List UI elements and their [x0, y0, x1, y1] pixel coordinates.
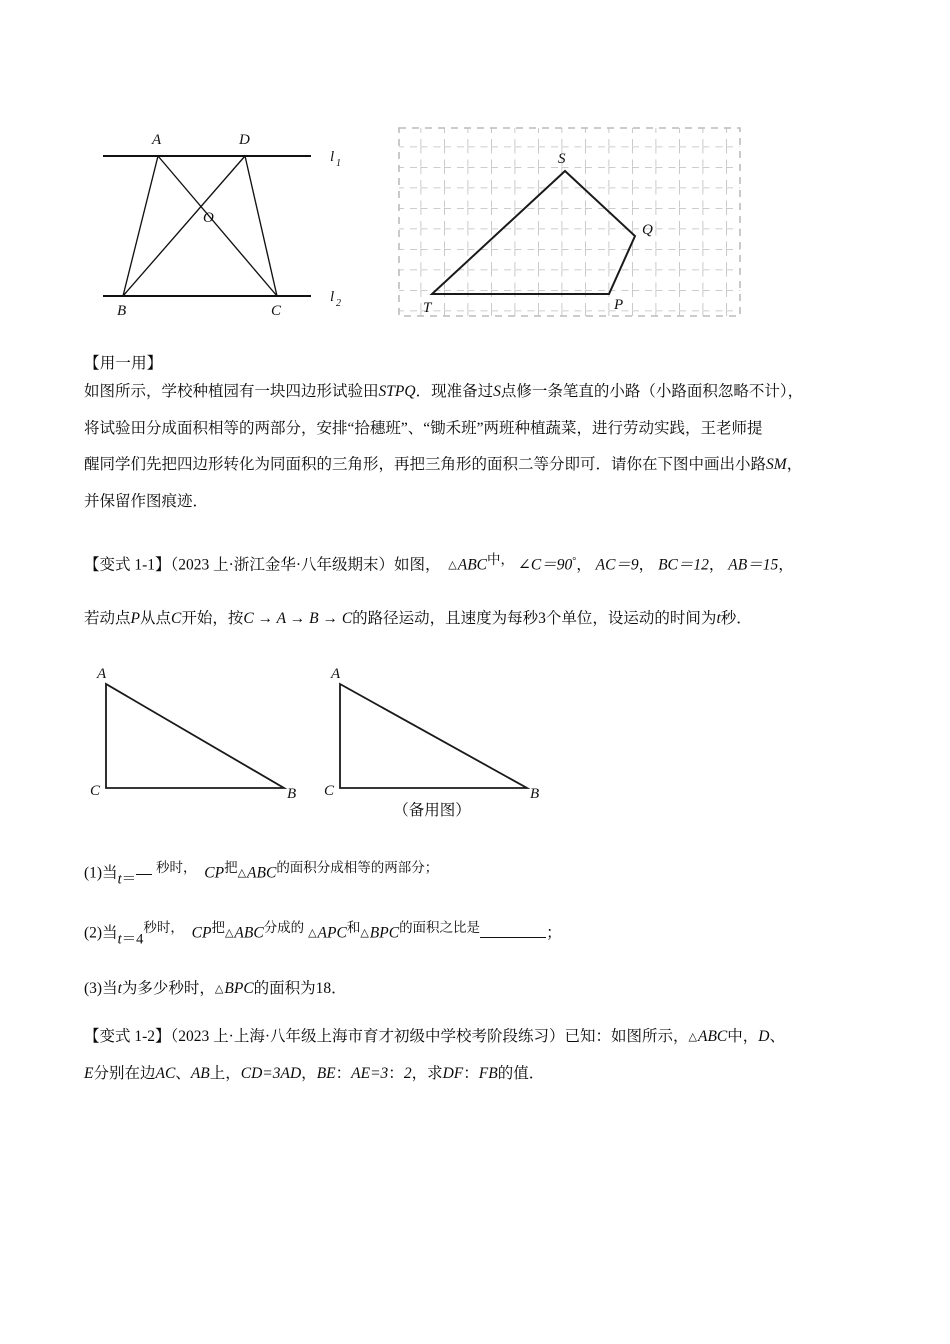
v12-colon-2: ：: [388, 1064, 404, 1082]
problem-term-SM: SM: [766, 456, 787, 473]
variant-1-1-comma-3: ，: [708, 556, 725, 574]
v11-l2-e: 秒．: [720, 610, 752, 627]
vertex-label-B: B: [117, 303, 127, 319]
triangle-symbol-q2-abc: △: [224, 927, 234, 940]
v12-d: ，求: [411, 1064, 443, 1082]
q2-he: 和: [346, 920, 361, 935]
variant-1-1-zhong: 中，: [487, 552, 515, 567]
variant-1-1-tag: 【变式 1-1】: [84, 556, 171, 574]
variant-1-1-angle-c: ∠C＝90: [517, 556, 573, 574]
v12-e: E: [84, 1064, 94, 1082]
v11-l2-p: P: [130, 610, 140, 627]
variant-1-1-line-1: [84, 548, 884, 575]
v12-b: 上，: [209, 1064, 241, 1082]
q2-a: 当: [102, 924, 118, 942]
triangle-1-label-A: A: [97, 666, 107, 682]
grid-pattern: [399, 128, 740, 316]
triangle-symbol-q2-apc: △: [308, 927, 317, 940]
q1-equals: ＝: [121, 871, 137, 888]
q2-b: 秒时，: [143, 920, 184, 935]
problem-body: [84, 379, 884, 525]
problem-line-2: 将试验田分成面积相等的两部分，安排“拾穗班”、“锄禾班”两班种植蔬菜，进行劳动实践，王老师提: [84, 419, 763, 437]
q2-ba: 把: [211, 920, 225, 935]
v12-cd: CD=3AD: [240, 1064, 302, 1082]
figure-row-top: [0, 118, 950, 333]
v12-c: ，: [301, 1064, 317, 1082]
v12-df: DF: [442, 1064, 464, 1082]
variant-1-2-abc: ABC: [697, 1028, 728, 1045]
v11-l2-b: 从点: [139, 610, 171, 627]
q1-c: 的面积分成相等的两部分；: [276, 860, 439, 875]
triangle-symbol-1: △: [448, 559, 457, 572]
q1-cp: CP: [204, 864, 225, 882]
variant-1-1-line-2: [84, 606, 884, 628]
q2-var-t: t: [117, 931, 122, 948]
triangle-2-label-A: A: [331, 666, 341, 682]
problem-line-3: [84, 452, 884, 474]
line-label-l2: l: [330, 289, 335, 305]
q3-bpc: BPC: [224, 980, 254, 997]
figure-row-triangles: [0, 662, 950, 837]
degree-symbol: °: [572, 556, 577, 568]
variant-1-2-block: [84, 1024, 884, 1083]
q2-c: 分成的: [263, 920, 305, 935]
problem-line-1-c: 点修一条笔直的小路（小路面积忽略不计），: [500, 383, 804, 400]
q2-equals-value: ＝4: [121, 931, 144, 948]
q2-answer-blank[interactable]: [480, 937, 546, 938]
segment-AC: [158, 156, 277, 296]
vertex-label-S: S: [558, 151, 566, 167]
figure-grid-quadrilateral: [397, 126, 742, 318]
problem-line-1-a: 如图所示，学校种植园有一块四边形试验田: [84, 383, 379, 400]
q1-var-t: t: [117, 871, 122, 888]
line-label-l1: l: [330, 149, 335, 165]
problem-line-3-a: 醒同学们先把四边形转化为同面积的三角形，再把三角形的面积二等分即可．请你在下图中画出小路: [84, 456, 767, 473]
variant-1-1-source: （2023 上·浙江金华·八年级期末）: [170, 556, 394, 574]
problem-line-1: [84, 379, 884, 401]
v11-l2-path: C → A → B → C: [243, 610, 353, 627]
variant-1-2-source: （2023 上·上海·八年级上海市育才初级中学校考阶段练习）: [170, 1028, 565, 1045]
q2-apc: APC: [317, 924, 347, 942]
section-heading-text: 【用一用】: [84, 355, 163, 372]
v12-a: 分别在边: [93, 1064, 156, 1082]
q3-a: 当: [102, 980, 118, 997]
triangle-symbol-q1: △: [237, 867, 247, 880]
variant-1-1-ac: AC＝9: [595, 556, 639, 574]
v12-ac: AC: [155, 1064, 176, 1082]
v12-ae: AE=3: [351, 1064, 389, 1082]
v11-l2-c: 开始，按: [181, 610, 244, 627]
triangle-symbol-q3: △: [214, 982, 224, 995]
v12-f: 的值．: [497, 1064, 545, 1082]
q1-number: (1): [84, 864, 103, 882]
triangle-1-label-C: C: [90, 783, 101, 799]
problem-line-4: 并保留作图痕迹．: [84, 492, 209, 510]
vertex-label-Q: Q: [642, 222, 653, 238]
v12-colon-3: ：: [463, 1064, 479, 1082]
figure-spare-caption: （备用图）: [393, 802, 471, 819]
vertex-label-T: T: [423, 300, 432, 316]
q3-var-t: t: [117, 980, 122, 997]
triangle-2-label-B: B: [530, 786, 540, 802]
figure-parallel-lines: [95, 118, 365, 333]
line-label-l1-sub: 1: [336, 158, 341, 169]
question-1: [84, 856, 884, 888]
problem-line-1-b: ．现准备过: [415, 383, 494, 400]
v12-be: BE: [316, 1064, 336, 1082]
triangle-ABC-main: [106, 684, 284, 788]
variant-1-2-tag: 【变式 1-2】: [84, 1028, 171, 1045]
variant-1-1-ab: AB＝15: [728, 556, 779, 574]
q2-abc: ABC: [234, 924, 264, 942]
variant-1-2-known: 已知：如图所示，: [564, 1028, 689, 1045]
vertex-label-D: D: [239, 132, 250, 148]
variant-1-1-comma-1: ，: [576, 556, 592, 574]
line-label-l2-sub: 2: [336, 298, 341, 309]
triangle-2-label-C: C: [324, 783, 335, 799]
variant-1-2-line-2: [84, 1061, 884, 1083]
variant-1-2-zhong: 中，: [727, 1028, 759, 1045]
variant-1-1-block: [84, 548, 884, 589]
segment-DB: [123, 156, 245, 296]
v12-two: 2: [403, 1064, 412, 1082]
variant-1-1-line-2-block: [84, 606, 884, 643]
vertex-label-P: P: [614, 297, 624, 313]
variant-1-1-abc: ABC: [457, 556, 488, 574]
q1-answer-blank[interactable]: [136, 874, 152, 875]
figure-triangle-main: [88, 662, 298, 802]
figure-triangle-spare: [322, 662, 542, 802]
v11-l2-d: 的路径运动，且速度为每秒3个单位，设运动的时间为: [352, 610, 717, 627]
question-2: [84, 916, 884, 948]
variant-1-1-comma-2: ，: [638, 556, 655, 574]
q2-e: ；: [546, 924, 562, 942]
v11-l2-t: t: [716, 610, 721, 627]
v11-l2-c2: C: [171, 610, 182, 627]
problem-term-S: S: [493, 383, 501, 400]
vertex-label-O: O: [203, 210, 214, 226]
section-heading: [84, 352, 884, 376]
triangle-1-label-B: B: [287, 786, 297, 802]
problem-term-STPQ: STPQ: [378, 383, 416, 400]
vertex-label-A: A: [152, 132, 162, 148]
q2-number: (2): [84, 924, 103, 942]
q1-a: 当: [102, 864, 118, 882]
triangle-symbol-q2-bpc: △: [360, 927, 369, 940]
variant-1-1-lead: 如图，: [394, 556, 441, 574]
q1-ba: 把: [224, 860, 238, 875]
segment-DC: [245, 156, 277, 296]
v12-dun: 、: [175, 1064, 191, 1082]
v12-fb: FB: [478, 1064, 498, 1082]
vertex-label-C: C: [271, 303, 282, 319]
variant-1-2-line-1: [84, 1024, 884, 1046]
v12-ab: AB: [190, 1064, 210, 1082]
q2-cp: CP: [191, 924, 212, 942]
triangle-ABC-spare: [340, 684, 527, 788]
q1-b: 秒时，: [156, 860, 197, 875]
q3-c: 的面积为18．: [253, 980, 347, 997]
variant-1-1-comma-4: ，: [778, 556, 794, 574]
variant-1-2-dun: 、: [769, 1028, 785, 1045]
q2-d: 的面积之比是: [399, 920, 481, 935]
variant-1-1-bc: BC＝12: [658, 556, 709, 574]
variant-1-2-d: D: [758, 1028, 770, 1045]
q2-bpc: BPC: [369, 924, 400, 942]
question-3: [84, 976, 884, 998]
q3-number: (3): [84, 980, 103, 997]
v12-colon-1: ：: [335, 1064, 352, 1082]
v11-l2-a: 若动点: [84, 610, 131, 627]
q3-b: 为多少秒时，: [121, 980, 215, 997]
triangle-symbol-v12: △: [688, 1030, 697, 1043]
problem-line-3-b: ，: [786, 456, 803, 473]
q1-abc: ABC: [247, 864, 277, 882]
